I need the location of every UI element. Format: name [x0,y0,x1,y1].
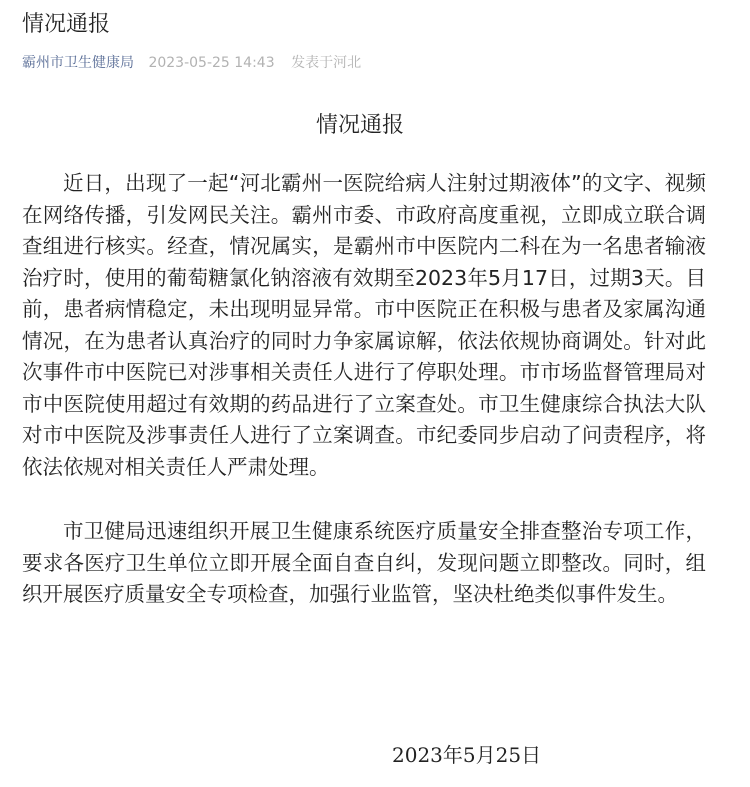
account-name-link[interactable]: 霸州市卫生健康局 [22,55,134,71]
notice-paragraph: 市卫健局迅速组织开展卫生健康系统医疗质量安全排查整治专项工作，要求各医疗卫生单位立即开展全面自查自纠，发现问题立即整改。同时，组织开展医疗质量安全专项检查，加强行业监管，坚决杜绝类似事件发生。 [22,519,706,606]
notice-body [22,168,706,611]
notice-heading: 情况通报 [315,113,404,138]
publish-time: 2023-05-25 14:43 [148,55,275,71]
article-title: 情况通报 [22,12,111,37]
article-meta [22,53,361,73]
notice-date: 2023年5月25日 [392,743,542,767]
publish-location: 发表于河北 [291,55,362,71]
notice-paragraph: 近日，出现了一起“河北霸州一医院给病人注射过期液体”的文字、视频在网络传播，引发网民关注。霸州市委、市政府高度重视，立即成立联合调查组进行核实。经查，情况属实，是霸州市中医院内二科在为一名患者输液治疗时，使用的葡萄糖氯化钠溶液有效期至2023年5月17日，过期3天。目前，患者病情稳定，未出现明显异常。市中医院正在积极与患者及家属沟通情况，在为患者认真治疗的同时力争家属谅解，依法依规协商调处。针对此次事件市中医院已对涉事相关责任人进行了停职处理。市市场监督管理局对市中医院使用超过有效期的药品进行了立案查处。市卫生健康综合执法大队对市中医院及涉事责任人进行了立案调查。市纪委同步启动了问责程序，将依法依规对相关责任人严肃处理。 [22,171,706,479]
